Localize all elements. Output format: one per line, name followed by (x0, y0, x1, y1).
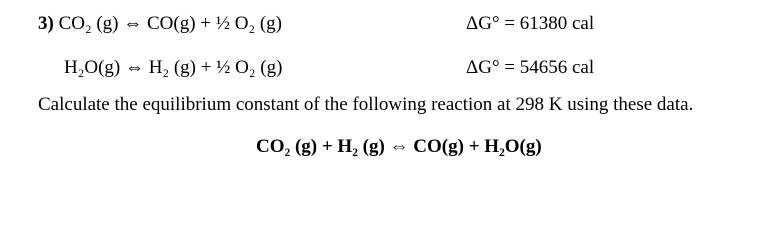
reaction-2-delta-g: ΔG° = 54656 cal (466, 57, 595, 78)
reaction-1-delta-g: ΔG° = 61380 cal (466, 13, 595, 34)
reaction-1-equation (38, 13, 282, 35)
problem-number: 3) (38, 13, 54, 34)
target-reaction: CO₂ (g) + H₂ (g) ⇔ CO(g) + H₂O(g) (256, 136, 542, 157)
question-text: Calculate the equilibrium constant of the following reaction at 298 K using these data. (38, 94, 694, 115)
reaction-1-text: CO₂ (g) ⇔ CO(g) + ½ O₂ (g) (58, 13, 283, 34)
reaction-2-equation: H₂O(g) ⇔ H₂ (g) + ½ O₂ (g) (64, 57, 283, 78)
